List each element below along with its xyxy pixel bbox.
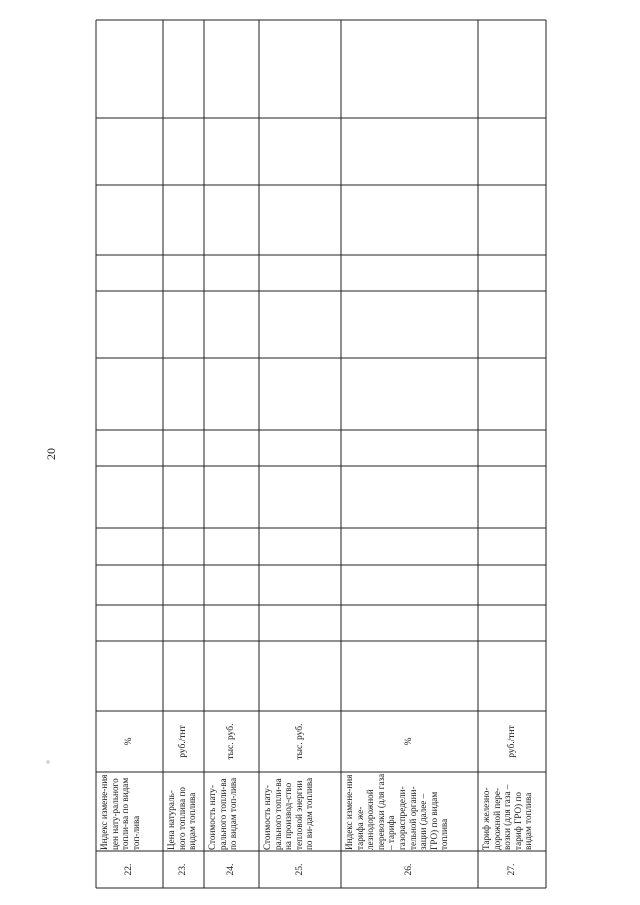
row-unit: руб./тнт <box>178 725 188 758</box>
scan-speck <box>46 760 50 764</box>
row-unit: % <box>124 737 134 746</box>
row-indicator-name: Индекс измене-ния цен нату-рального топли-ва по видам топ-лива <box>99 774 141 850</box>
row-number: 24. <box>226 863 236 876</box>
row-number: 27. <box>507 863 517 876</box>
row-number: 23. <box>178 863 188 876</box>
row-indicator-name: Тариф железно-дорожной пере-возки (для газа – тариф ГРО) по видам топлива <box>481 784 534 850</box>
row-number: 22. <box>124 863 134 876</box>
row-unit: тыс. руб. <box>226 723 236 760</box>
row-unit: тыс. руб. <box>295 723 305 760</box>
row-indicator-name: Стоимость нату-рального топли-ва на производ-ство тепловой энергии по ви-дам топлива <box>262 777 315 850</box>
row-unit: руб./тнт <box>507 725 517 758</box>
row-indicator-name: Цена натураль-ного топлива по видам топлива <box>166 787 198 850</box>
page-number: 20 <box>44 448 58 460</box>
row-unit: % <box>404 737 414 746</box>
row-number: 26. <box>404 863 414 876</box>
row-indicator-name: Индекс измене-ния тарифа же-лезнодорожной перевозки (для газа – тарифа газораспредели-тельной органи-зации (далее – ГРО) по видам топлива <box>344 773 450 850</box>
row-indicator-name: Стоимость нату-рального топли-ва по видам топ-лива <box>207 777 239 850</box>
row-number: 25. <box>295 863 305 876</box>
